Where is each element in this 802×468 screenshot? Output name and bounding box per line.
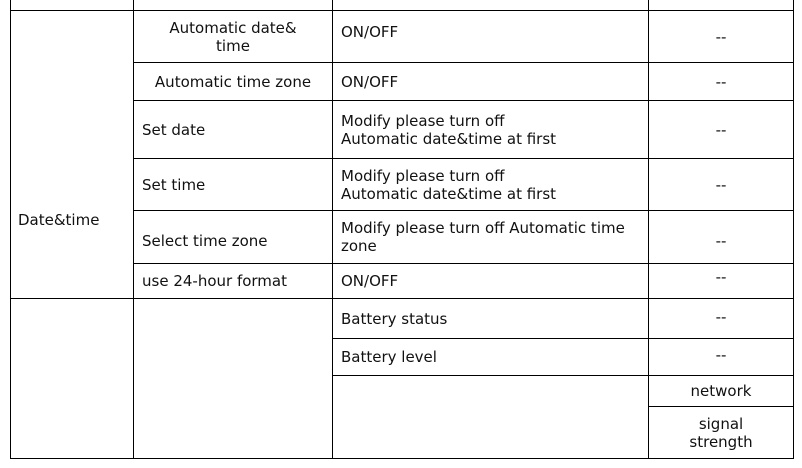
setting-value: Modify please turn off Automatic time zone: [341, 219, 625, 255]
setting-value: Modify please turn off Automatic date&time at first: [341, 166, 557, 203]
setting-value: Modify please turn off Automatic date&time at first: [341, 111, 557, 148]
setting-value: ON/OFF: [341, 72, 399, 91]
note-value: --: [715, 27, 727, 46]
item-label: Set time: [142, 175, 206, 194]
item-label: Set date: [142, 120, 206, 139]
item-label: Select time zone: [142, 231, 268, 250]
note-value: --: [715, 231, 727, 250]
note-value: --: [715, 346, 727, 364]
column-border: [332, 0, 333, 459]
setting-value: Battery level: [341, 348, 437, 366]
note-value: --: [715, 72, 727, 91]
note-value: --: [715, 120, 727, 139]
setting-value: Battery status: [341, 309, 448, 328]
item-label: Automatic date& time: [169, 18, 297, 55]
note-value: --: [715, 307, 727, 326]
item-label: use 24-hour format: [142, 272, 287, 290]
item-label: Automatic time zone: [154, 72, 312, 91]
status-subitem: signal strength: [689, 414, 753, 451]
row-border: [10, 458, 794, 459]
setting-value: ON/OFF: [341, 23, 399, 41]
category-label: Date&time: [18, 211, 100, 229]
setting-value: ON/OFF: [341, 272, 399, 290]
status-subitem: network: [690, 382, 752, 400]
note-value: --: [715, 268, 727, 286]
column-border: [793, 0, 794, 459]
column-border: [10, 0, 11, 459]
note-value: --: [715, 175, 727, 194]
